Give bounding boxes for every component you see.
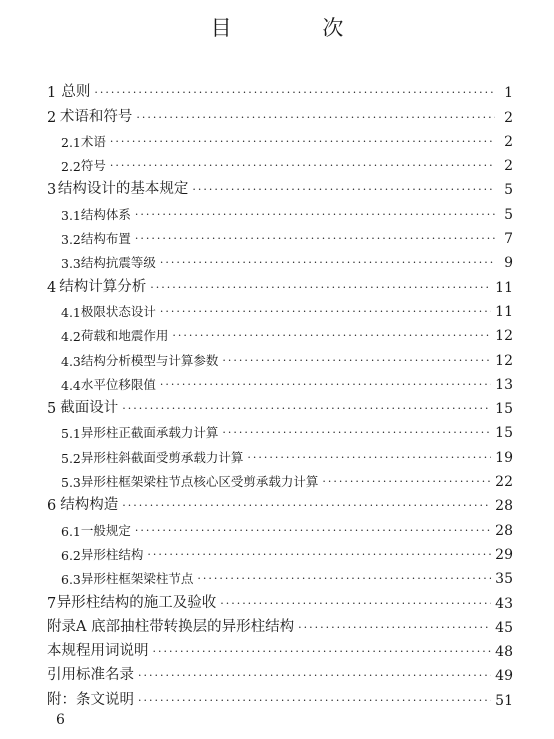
toc-entry-page: 12: [495, 328, 513, 345]
toc-entry[interactable]: [47, 417, 513, 441]
toc-entry[interactable]: [47, 320, 513, 344]
toc-entry-title: 异形柱框架梁柱节点: [80, 571, 194, 587]
toc-entry-page: 9: [504, 255, 513, 272]
toc-entry-page: 19: [495, 449, 513, 466]
dot-leader: [150, 282, 491, 296]
toc-entry-title: 结构体系: [80, 206, 131, 222]
toc-entry[interactable]: [47, 247, 513, 271]
toc-entry-title: 结构布置: [80, 231, 131, 247]
page-number: 6: [56, 712, 65, 728]
dot-leader: [122, 403, 491, 417]
toc-entry-page: 43: [495, 595, 513, 612]
toc-entry[interactable]: [47, 441, 513, 465]
dot-leader: [153, 646, 492, 660]
toc-entry-page: 2: [504, 109, 513, 126]
toc-entry-page: 13: [495, 376, 513, 393]
toc-entry[interactable]: [47, 393, 513, 417]
toc-entry[interactable]: [47, 77, 513, 101]
toc-entry-number: 3.2: [61, 232, 81, 248]
dot-leader: [298, 622, 491, 636]
toc-entry-page: 2: [504, 133, 513, 150]
dot-leader: [94, 87, 495, 101]
toc-entry-title: 结构计算分析: [59, 278, 147, 295]
toc-entry-page: 7: [504, 231, 513, 248]
toc-entry-number: 3: [47, 182, 57, 199]
toc-entry-number: 5.2: [61, 450, 81, 466]
toc-entry-page: 49: [495, 668, 513, 685]
toc-entry-title: 术语: [80, 133, 106, 149]
dot-leader: [172, 330, 491, 344]
dot-leader: [136, 112, 495, 126]
table-of-contents: [47, 77, 513, 709]
dot-leader: [138, 670, 491, 684]
toc-entry-page: 1: [504, 85, 513, 102]
toc-entry-title: 引用标准名录: [47, 667, 134, 684]
toc-entry-number: 6.1: [61, 523, 81, 539]
toc-entry-number: 5.3: [61, 475, 81, 491]
toc-entry[interactable]: [47, 684, 513, 708]
toc-entry[interactable]: [47, 490, 513, 514]
toc-entry[interactable]: [47, 466, 513, 490]
toc-entry-number: 2: [47, 109, 57, 126]
toc-entry-title: 总则: [61, 84, 91, 101]
dot-leader: [135, 209, 495, 223]
toc-entry-title: 符号: [80, 158, 106, 174]
dot-leader: [135, 233, 495, 247]
toc-entry[interactable]: [47, 344, 513, 368]
toc-entry-title: 结构抗震等级: [80, 255, 156, 271]
toc-entry[interactable]: [47, 198, 513, 222]
toc-entry-number: 4.4: [61, 377, 81, 393]
toc-entry-page: 28: [495, 498, 513, 515]
dot-leader: [322, 476, 491, 490]
dot-leader: [138, 695, 491, 709]
toc-entry-number: 6.3: [61, 572, 81, 588]
toc-entry-page: 22: [495, 474, 513, 491]
toc-entry-title: 一般规定: [80, 522, 131, 538]
toc-entry-number: 2.2: [61, 159, 81, 175]
toc-entry-title: 术语和符号: [59, 108, 133, 125]
toc-entry-number: 1: [47, 85, 57, 102]
dot-leader: [247, 452, 491, 466]
toc-entry-number: 4.3: [61, 353, 81, 369]
toc-entry-page: 48: [495, 644, 513, 661]
toc-entry-number: 2.1: [61, 134, 81, 150]
toc-entry-page: 2: [504, 158, 513, 175]
toc-entry-title: 荷载和地震作用: [80, 328, 169, 344]
toc-entry[interactable]: [47, 223, 513, 247]
toc-entry-title: 结构构造: [60, 497, 119, 514]
toc-entry[interactable]: [47, 126, 513, 150]
toc-entry-page: 11: [495, 303, 513, 320]
toc-entry[interactable]: [47, 514, 513, 538]
toc-entry-title: 截面设计: [60, 400, 119, 417]
toc-entry-number: 3.3: [61, 256, 81, 272]
dot-leader: [160, 306, 491, 320]
toc-entry[interactable]: [47, 660, 513, 684]
toc-entry-title: 水平位移限值: [80, 376, 156, 392]
dot-leader: [147, 549, 491, 563]
toc-entry-number: 6: [47, 498, 57, 515]
toc-entry[interactable]: [47, 296, 513, 320]
toc-entry-page: 51: [495, 692, 513, 709]
toc-entry-title: 结构设计的基本规定: [57, 181, 189, 198]
toc-entry[interactable]: [47, 150, 513, 174]
toc-entry-page: 45: [495, 619, 513, 636]
dot-leader: [135, 525, 491, 539]
toc-entry[interactable]: [47, 369, 513, 393]
toc-entry[interactable]: [47, 174, 513, 198]
dot-leader: [122, 500, 491, 514]
toc-entry[interactable]: [47, 612, 513, 636]
page-title: 目 次: [210, 16, 386, 40]
toc-entry[interactable]: [47, 563, 513, 587]
toc-entry-page: 29: [495, 546, 513, 563]
toc-entry-title: 异形柱斜截面受剪承载力计算: [80, 449, 244, 465]
toc-entry[interactable]: [47, 587, 513, 611]
dot-leader: [160, 257, 495, 271]
toc-entry-page: 11: [495, 279, 513, 296]
toc-entry-title: 本规程用词说明: [47, 643, 149, 660]
toc-entry-page: 28: [495, 522, 513, 539]
toc-entry-number: 6.2: [61, 547, 81, 563]
dot-leader: [110, 160, 495, 174]
toc-entry-title: 结构分析模型与计算参数: [80, 352, 219, 368]
toc-entry-page: 5: [504, 182, 513, 199]
toc-entry-page: 12: [495, 352, 513, 369]
toc-entry[interactable]: [47, 101, 513, 125]
dot-leader: [197, 573, 491, 587]
toc-entry-number: 4.1: [61, 304, 81, 320]
toc-entry-title: 极限状态设计: [80, 303, 156, 319]
dot-leader: [222, 427, 491, 441]
toc-entry-page: 15: [495, 401, 513, 418]
toc-entry-title: 异形柱结构的施工及验收: [56, 594, 217, 611]
toc-entry-number: 3.1: [61, 207, 81, 223]
dot-leader: [222, 355, 491, 369]
toc-entry-title: 附：条文说明: [47, 691, 134, 708]
toc-entry-title: 异形柱结构: [80, 546, 144, 562]
dot-leader: [220, 598, 491, 612]
toc-entry-number: 4.2: [61, 329, 81, 345]
toc-entry-page: 35: [495, 571, 513, 588]
toc-entry-number: 7: [47, 595, 57, 612]
dot-leader: [110, 136, 495, 150]
toc-entry-number: 4: [47, 279, 57, 296]
toc-entry-title: 异形柱正截面承载力计算: [80, 425, 219, 441]
toc-entry[interactable]: [47, 539, 513, 563]
dot-leader: [192, 184, 495, 198]
toc-entry-page: 5: [504, 206, 513, 223]
toc-entry[interactable]: [47, 271, 513, 295]
dot-leader: [160, 379, 491, 393]
toc-entry-page: 15: [495, 425, 513, 442]
toc-entry-number: 5.1: [61, 426, 81, 442]
toc-entry-number: 5: [47, 401, 57, 418]
toc-entry-title: 附录A 底部抽柱带转换层的异形柱结构: [47, 618, 295, 635]
toc-entry-title: 异形柱框架梁柱节点核心区受剪承载力计算: [80, 474, 319, 490]
toc-entry[interactable]: [47, 636, 513, 660]
